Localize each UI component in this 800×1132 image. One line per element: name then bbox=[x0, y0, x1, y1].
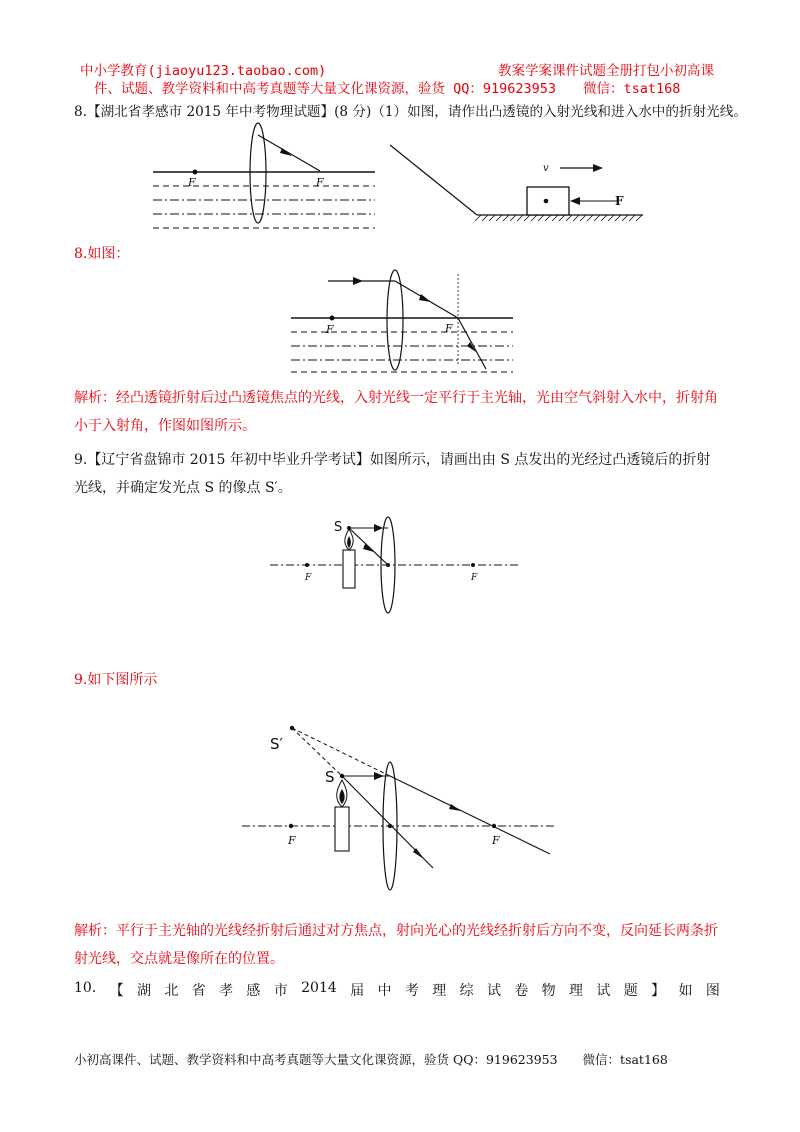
q10-prefix: 10. bbox=[74, 980, 97, 996]
q8-ans-focal-label-2: F bbox=[445, 322, 453, 335]
q8-answer-title: 8.如图： bbox=[74, 246, 130, 262]
q8-ans-focal-label-1: F bbox=[326, 323, 334, 336]
header-line2: 件、试题、教学资料和中高考真题等大量文化课资源，验货 QQ：919623953 微信：tsat168 bbox=[94, 81, 681, 97]
q8-focal-label-1: F bbox=[188, 176, 196, 189]
q9-ans-focal-label-1: F bbox=[288, 834, 296, 847]
header-left: 中小学教育(jiaoyu123.taobao.com) bbox=[80, 63, 327, 79]
q8-lens-figure bbox=[150, 118, 380, 233]
q9-text: 9.【辽宁省盘锦市 2015 年初中毕业升学考试】如图所示，请画出由 S 点发出的光经过凸透镜后的折射光线，并确定发光点 S 的像点 S′。 bbox=[74, 452, 711, 496]
q8-velocity-label: v bbox=[543, 163, 549, 174]
q8-force-label: F bbox=[615, 194, 624, 208]
q9-answer-figure bbox=[242, 718, 562, 890]
q9-ans-s-label: S bbox=[325, 768, 335, 786]
q9-focal-label-1: F bbox=[305, 573, 312, 583]
q10-text: 10. 【 湖 北 省 孝 感 市 2014 届 中 考 理 综 试 卷 物 理 试 题 】 如 图 bbox=[74, 980, 720, 999]
q9-s-label: S bbox=[334, 520, 343, 535]
q9-analysis: 解析：平行于主光轴的光线经折射后通过对方焦点，射向光心的光线经折射后方向不变，反向延长两条折射光线，交点就是像所在的位置。 bbox=[74, 923, 718, 967]
q9-question-figure bbox=[270, 515, 530, 615]
q8-text: 8.【湖北省孝感市 2015 年中考物理试题】(8 分)（1）如图，请作出凸透镜的入射光线和进入水中的折射光线。 bbox=[74, 104, 747, 120]
q8-analysis: 解析：经凸透镜折射后过凸透镜焦点的光线，入射光线一定平行于主光轴，光由空气斜射入水中，折射角小于入射角，作图如图所示。 bbox=[74, 390, 718, 434]
q8-block-figure bbox=[385, 140, 650, 230]
q8-answer-figure bbox=[288, 266, 518, 378]
q9-focal-label-2: F bbox=[471, 573, 478, 583]
q8-focal-label-2: F bbox=[316, 176, 324, 189]
header-right: 教案学案课件试题全册打包小初高课 bbox=[498, 63, 714, 79]
q9-answer-title: 9.如下图所示 bbox=[74, 672, 158, 688]
q9-ans-focal-label-2: F bbox=[492, 834, 500, 847]
q9-ans-s-prime-label: S′ bbox=[270, 735, 283, 753]
page-footer: 小初高课件、试题、教学资料和中高考真题等大量文化课资源，验货 QQ：919623953 微信：tsat168 bbox=[74, 1052, 668, 1067]
